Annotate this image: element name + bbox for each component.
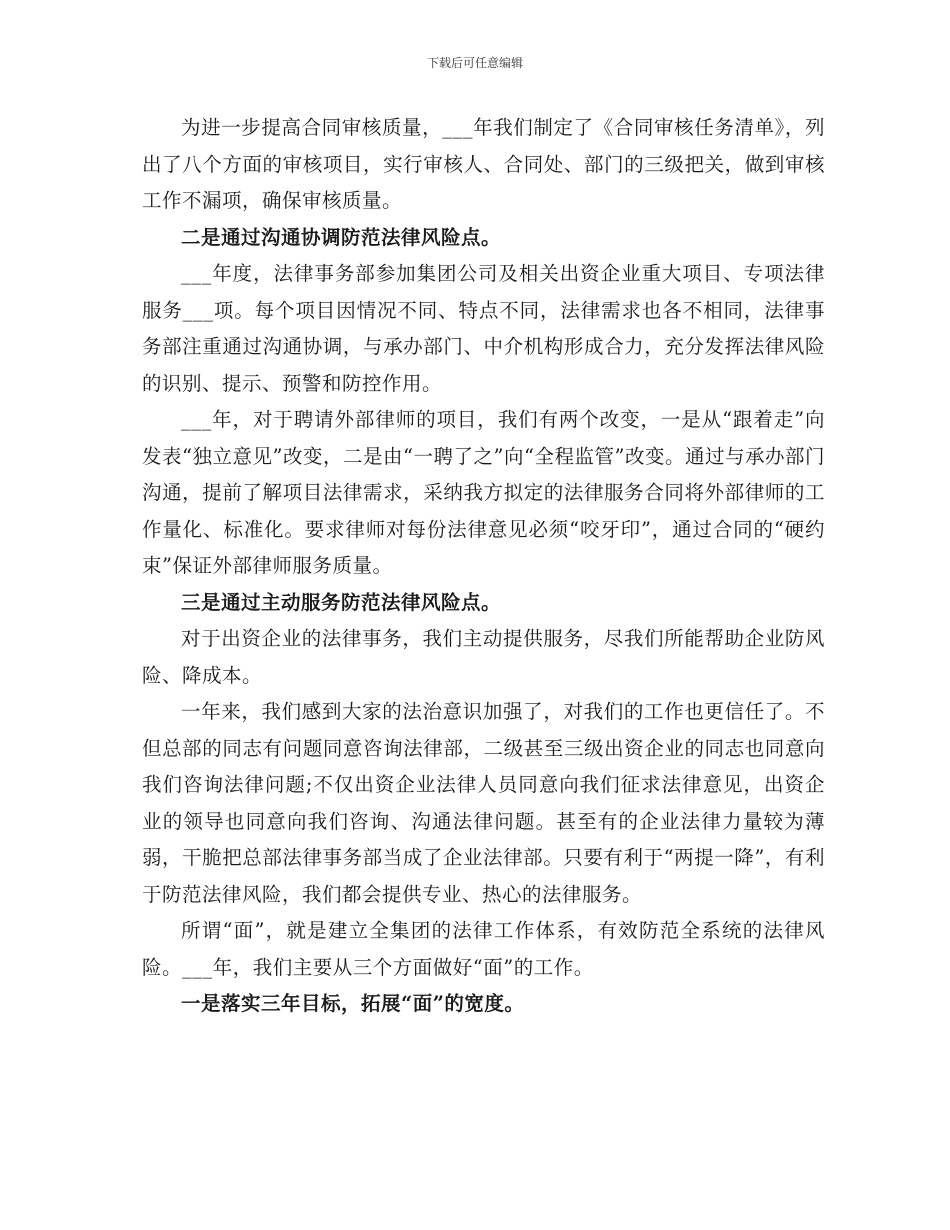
- document-body: [142, 110, 825, 1023]
- heading-proactive-service: 三是通过主动服务防范法律风险点。: [181, 590, 502, 614]
- paragraph-contract-review: 为进一步提高合同审核质量，___年我们制定了《合同审核任务清单》，列出了八个方面的审核项目，实行审核人、合同处、部门的三级把关，做到审核工作不漏项，确保审核质量。: [142, 116, 825, 212]
- paragraph-system-risk: 所谓“面”，就是建立全集团的法律工作体系，有效防范全系统的法律风险。___年，我们主要从三个方面做好“面”的工作。: [142, 919, 825, 979]
- paragraph-legal-services: ___年度，法律事务部参加集团公司及相关出资企业重大项目、专项法律服务___项。每个项目因情况不同、特点不同，法律需求也各不相同，法律事务部注重通过沟通协调，与承办部门、中介机构形成合力，充分发挥法律风险的识别、提示、预警和防控作用。: [142, 262, 825, 395]
- paragraph-external-lawyers: ___年，对于聘请外部律师的项目，我们有两个改变，一是从“跟着走”向发表“独立意见”改变，二是由“一聘了之”向“全程监管”改变。通过与承办部门沟通，提前了解项目法律需求，采纳我方拟定的法律服务合同将外部律师的工作量化、标准化。要求律师对每份法律意见必须“咬牙印”，通过合同的“硬约束”保证外部律师服务质量。: [142, 408, 825, 577]
- paragraph-year-review: 一年来，我们感到大家的法治意识加强了，对我们的工作也更信任了。不但总部的同志有问题同意咨询法律部，二级甚至三级出资企业的同志也同意向我们咨询法律问题;不仅出资企业法律人员同意向我们征求法律意见，出资企业的领导也同意向我们咨询、沟通法律问题。甚至有的企业法律力量较为薄弱，干脆把总部法律事务部当成了企业法律部。只要有利于“两提一降”，有利于防范法律风险，我们都会提供专业、热心的法律服务。: [142, 700, 825, 906]
- page-header: 下载后可任意编辑: [426, 56, 523, 70]
- heading-three-year-goals: 一是落实三年目标，拓展“面”的宽度。: [181, 992, 525, 1015]
- heading-communication: 二是通过沟通协调防范法律风险点。: [181, 225, 502, 249]
- paragraph-enterprise-affairs: 对于出资企业的法律事务，我们主动提供服务，尽我们所能帮助企业防风险、降成本。: [142, 627, 825, 687]
